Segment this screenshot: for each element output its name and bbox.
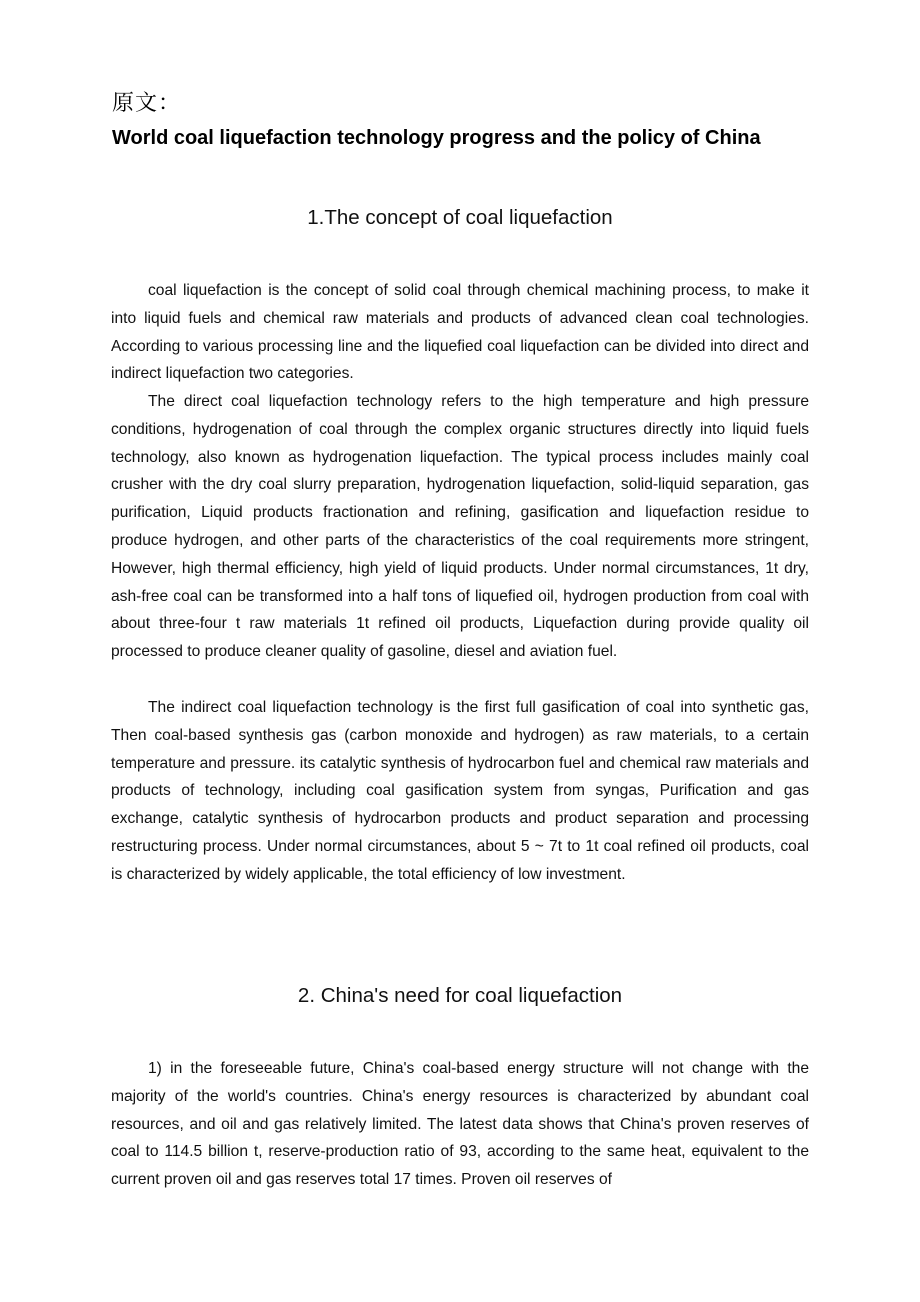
section-heading-2: 2. China's need for coal liquefaction: [297, 984, 623, 1007]
document-title: World coal liquefaction technology progress and the policy of China: [112, 127, 761, 149]
paragraph-concept: coal liquefaction is the concept of solid coal through chemical machining process, to make it into liquid fuels and chemical raw materials and products of advanced clean coal technologies. According to various processing line and the liquefied coal liquefaction can be divided into direct and indirect liquefaction two categories.: [111, 282, 809, 383]
paragraph-direct-liquefaction: The direct coal liquefaction technology refers to the high temperature and high pressure conditions, hydrogenation of coal through the complex organic structures directly into liquid fuels technology, also known as hydrogenation liquefaction. The typical process includes mainly coal crusher with the dry coal slurry preparation, hydrogenation liquefaction, solid-liquid separation, gas purification, Liquid products fractionation and refining, gasification and liquefaction residue to produce hydrogen, and other parts of the characteristics of the coal requirements more stringent, However, high thermal efficiency, high yield of liquid products. Under normal circumstances, 1t dry, ash-free coal can be transformed into a half tons of liquefied oil, hydrogen production from coal with about three-four t raw materials 1t refined oil products, Liquefaction during provide quality oil processed to produce cleaner quality of gasoline, diesel and aviation fuel.: [111, 393, 809, 661]
original-text-label: 原文：: [112, 91, 182, 116]
section-heading-1: 1.The concept of coal liquefaction: [307, 206, 613, 229]
paragraph-energy-structure: 1) in the foreseeable future, China's coal-based energy structure will not change with the majority of the world's countries. China's energy resources is characterized by abundant coal resources, and oil and gas relatively limited. The latest data shows that China's proven reserves of coal to 114.5 billion t, reserve-production ratio of 93, according to the same heat, equivalent to the current proven oil and gas reserves total 17 times. Proven oil reserves of: [111, 1060, 809, 1189]
paragraph-indirect-liquefaction: The indirect coal liquefaction technology is the first full gasification of coal into synthetic gas, Then coal-based synthesis gas (carbon monoxide and hydrogen) as raw materials, to a certain temperature and pressure. its catalytic synthesis of hydrocarbon fuel and chemical raw materials and products of technology, including coal gasification system from syngas, Purification and gas exchange, catalytic synthesis of hydrocarbon products and product separation and processing restructuring process. Under normal circumstances, about 5 ~ 7t to 1t coal refined oil products, coal is characterized by widely applicable, the total efficiency of low investment.: [111, 699, 809, 883]
